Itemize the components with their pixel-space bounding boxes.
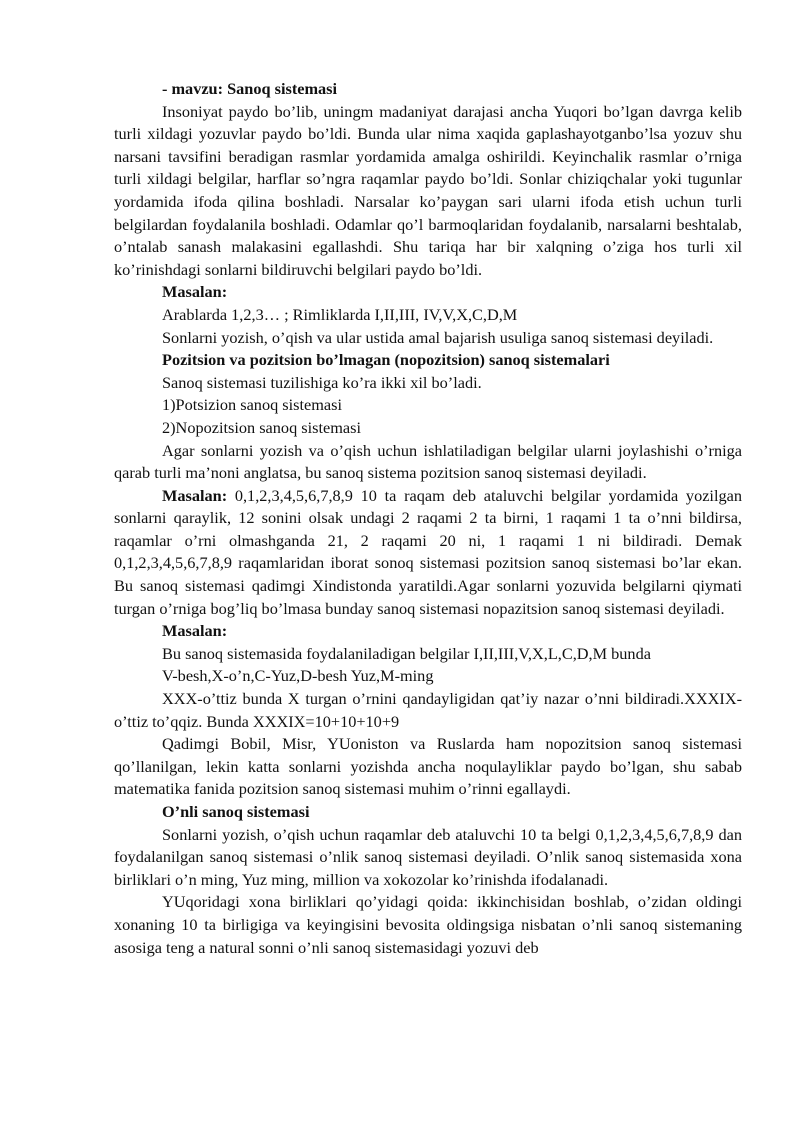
paragraph-intro: Insoniyat paydo bo’lib, uningm madaniyat darajasi ancha Yuqori bo’lgan davrga kelib turli xildagi yozuvlar paydo bo’ldi. Bunda ular nima xaqida gaplashayotganbo’lsa yozuv shu narsani tavsifini beradigan rasmlar yordamida amalga oshirildi. Keyinchalik rasmlar o’rniga turli xildagi belgilar, harflar so’ngra raqamlar paydo bo’ldi. Sonlar chiziqchalar yoki tugunlar yordamida ifoda qilina boshladi. Narsalar ko’paygan sari ularni ifoda etish uchun turli belgilardan foydalanila boshladi. Odamlar qo’l barmoqlaridan foydalanib, narsalarni beshtalab, o’ntalab sanash malakasini egallashdi. Shu tariqa har bir xalqning o’ziga hos turli xil ko’rinishdagi sonlarni bildiruvchi belgilari paydo bo’ldi.: [114, 101, 742, 279]
paragraph-roman-values: V-besh,X-o’n,C-Yuz,D-besh Yuz,M-ming: [162, 666, 434, 686]
paragraph-positional-definition: Agar sonlarni yozish va o’qish uchun ishlatiladigan belgilar ularni joylashishi o’rniga qarab turli ma’noni anglatsa, bu sanoq sistema pozitsion sanoq sistemasi deyiladi.: [114, 440, 742, 483]
paragraph-roman-example: XXX-o’ttiz bunda X turgan o’rnini qandayligidan qat’iy nazar o’nni bildiradi.XXXIX-o’ttiz to’qqiz. Bunda XXXIX=10+10+10+9: [114, 689, 742, 731]
list-item-positional: 1)Potsizion sanoq sistemasi: [162, 395, 342, 415]
example-heading-2: Masalan:: [162, 621, 228, 641]
section-heading-positional: Pozitsion va pozitsion bo’lmagan (nopozitsion) sanoq sistemalari: [162, 350, 610, 370]
paragraph-definition: Sonlarni yozish, o’qish va ular ustida amal bajarish usuliga sanoq sistemasi deyiladi.: [162, 327, 714, 347]
paragraph-positional-example-text: 0,1,2,3,4,5,6,7,8,9 10 ta raqam deb ataluvchi belgilar yordamida yozilgan sonlarni qaraylik, 12 sonini olsak undagi 2 raqami 2 ta birni, 1 raqami 1 ta o’nni bildirsa, raqamlar o’rni olmashganda 21, 2 raqami 20 ni, 1 raqami 1 ni bildiradi. Demak 0,1,2,3,4,5,6,7,8,9 raqamlaridan iborat sonoq sistemasi pozitsion sanoq sistemasi bo’lar ekan. Bu sanoq sistemasi qadimgi Xindistonda yaratildi.Agar sonlarni yozuvida belgilarni qiymati turgan o’rniga bog’liq bo’lmasa bunday sanoq sistemasi nopazitsion sanoq sistemasi deyiladi.: [114, 485, 742, 618]
paragraph-roman-symbols: Bu sanoq sistemasida foydalaniladigan belgilar I,II,III,V,X,L,C,D,M bunda: [162, 643, 651, 663]
document-page: [114, 78, 742, 959]
paragraph-history: Qadimgi Bobil, Misr, YUoniston va Ruslarda ham nopozitsion sanoq sistemasi qo’llanilgan, lekin katta sonlarni yozishda ancha noqulayliklar paydo bo’lgan, shu sabab matematika fanida pozitsion sanoq sistemasi muhim o’rinni egallaydi.: [114, 734, 742, 799]
page-title: - mavzu: Sanoq sistemasi: [162, 79, 338, 98]
paragraph-two-types: Sanoq sistemasi tuzilishiga ko’ra ikki xil bo’ladi.: [162, 372, 482, 392]
example-label: Masalan:: [162, 485, 228, 505]
list-item-nonpositional: 2)Nopozitsion sanoq sistemasi: [162, 417, 361, 437]
paragraph-decimal-units: YUqoridagi xona birliklari qo’yidagi qoida: ikkinchisidan boshlab, o’zidan oldingi xonaning 10 ta birligiga va keyingisini bevosita oldingsiga nisbatan o’nli sanoq sistemaning asosiga teng a natural sonni o’nli sanoq sistemasidagi yozuvi deb: [114, 892, 742, 957]
example-heading: Masalan:: [162, 282, 228, 302]
paragraph-positional-example: [114, 485, 742, 621]
section-heading-decimal: O’nli sanoq sistemasi: [162, 802, 310, 821]
paragraph-numerals-example: Arablarda 1,2,3… ; Rimliklarda I,II,III, IV,V,X,C,D,M: [162, 304, 518, 324]
paragraph-decimal-definition: Sonlarni yozish, o’qish uchun raqamlar deb ataluvchi 10 ta belgi 0,1,2,3,4,5,6,7,8,9 dan foydalanilgan sanoq sistemasi o’nlik sanoq sistemasi deyiladi. O’nlik sanoq sistemasida xona birliklari o’n ming, Yuz ming, million va xokozolar ko’rinishda ifodalanadi.: [114, 824, 742, 889]
